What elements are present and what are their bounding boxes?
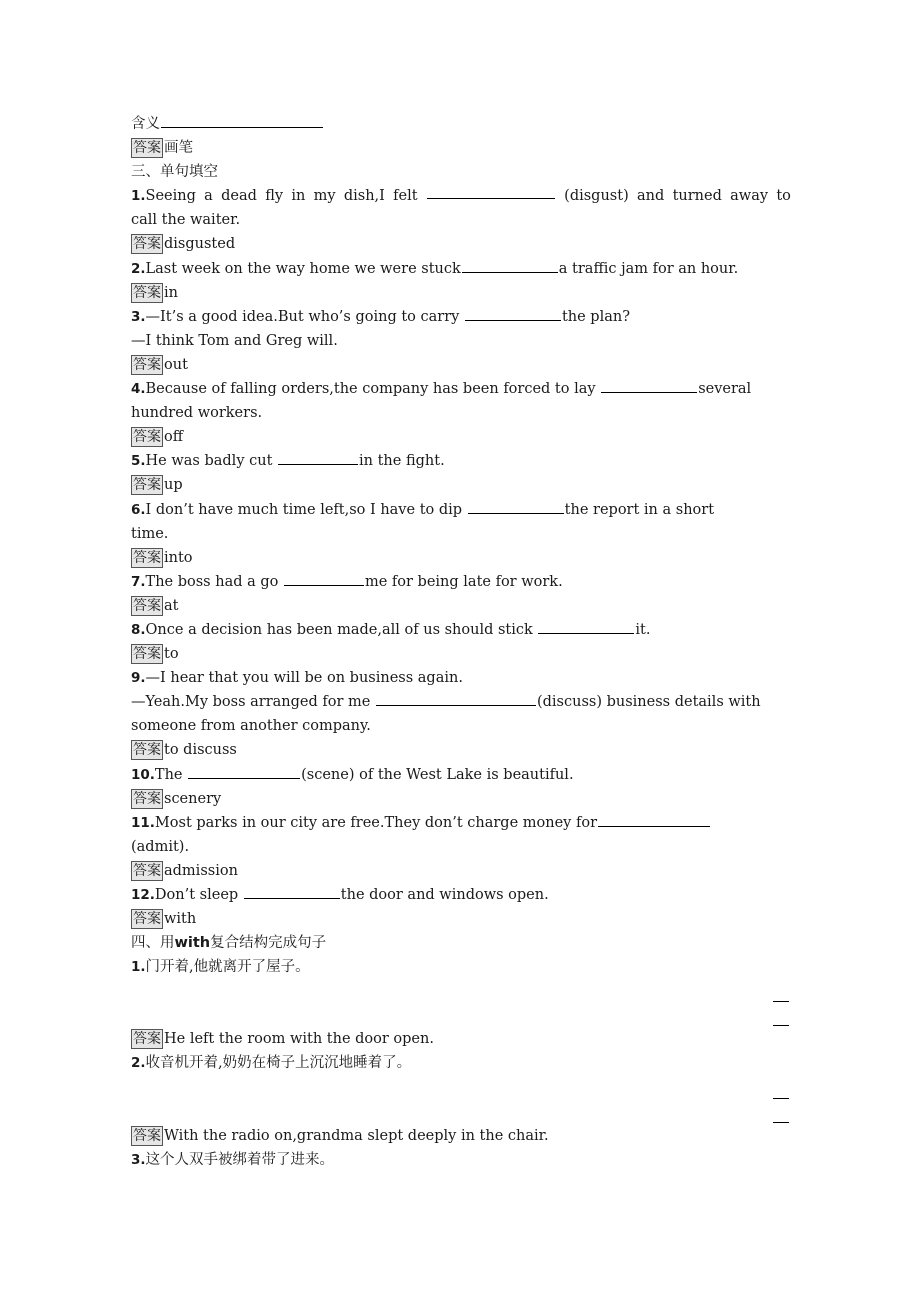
answer-badge: 答案 <box>133 862 161 879</box>
answer-text: with <box>164 911 197 928</box>
meaning-label: 含义 <box>131 116 160 132</box>
answer-line <box>131 136 791 160</box>
answer-badge: 答案 <box>133 429 161 446</box>
meaning-line <box>131 112 791 136</box>
answer-line <box>131 1027 791 1051</box>
question-6-line-2: time. <box>131 525 169 542</box>
answer-line <box>131 232 791 256</box>
blank <box>468 499 564 514</box>
answer-line <box>131 738 791 762</box>
question-5-line: 5.He was badly cut in the fight. <box>131 449 791 473</box>
answer-text: out <box>164 356 188 373</box>
answer-badge: 答案 <box>133 597 161 614</box>
answer-line <box>131 425 791 449</box>
answer-badge: 答案 <box>133 356 161 373</box>
question-4-line: 4.Because of falling orders,the company has been forced to lay several <box>131 377 791 401</box>
answer-line <box>131 353 791 377</box>
question-9-line-3: someone from another company. <box>131 718 371 735</box>
answer-badge: 答案 <box>133 1031 161 1048</box>
answer-space <box>131 1076 791 1124</box>
answer-text: With the radio on,grandma slept deeply in the chair. <box>164 1127 549 1144</box>
answer-badge: 答案 <box>133 477 161 494</box>
question-6-line: 6.I don’t have much time left,so I have to dip the report in a short <box>131 498 791 522</box>
answer-line <box>131 1124 791 1148</box>
question-4-line-2: hundred workers. <box>131 405 263 422</box>
blank <box>278 450 358 465</box>
sentence-1-prompt: 1.门开着,他就离开了屋子。 <box>131 959 310 976</box>
question-11-line-2: (admit). <box>131 838 190 855</box>
answer-text: He left the room with the door open. <box>164 1031 434 1048</box>
blank <box>376 691 536 706</box>
answer-text: admission <box>164 862 238 879</box>
blank <box>284 571 364 586</box>
sentence-3-prompt: 3.这个人双手被绑着带了进来。 <box>131 1151 335 1168</box>
answer-line <box>131 642 791 666</box>
question-7-line: 7.The boss had a go me for being late for work. <box>131 570 791 594</box>
question-1-line: 1.Seeing a dead fly in my dish,I felt (disgust) and turned away to <box>131 184 791 208</box>
question-12-line: 12.Don’t sleep the door and windows open. <box>131 883 791 907</box>
blank <box>465 306 561 321</box>
question-9-line-2: —Yeah.My boss arranged for me (discuss) business details with <box>131 690 791 714</box>
blank-line <box>773 1025 789 1026</box>
section-title: 四、用with复合结构完成句子 <box>131 935 327 952</box>
answer-badge: 答案 <box>133 911 161 928</box>
blank <box>598 812 710 827</box>
answer-text: in <box>164 284 178 301</box>
answer-text: to <box>164 646 179 663</box>
answer-line <box>131 859 791 883</box>
question-number: 1. <box>131 188 146 205</box>
answer-line <box>131 473 791 497</box>
blank <box>188 764 300 779</box>
answer-badge: 答案 <box>133 284 161 301</box>
blank <box>462 258 558 273</box>
sentence-2-prompt: 2.收音机开着,奶奶在椅子上沉沉地睡着了。 <box>131 1055 412 1072</box>
answer-text: scenery <box>164 790 222 807</box>
answer-badge: 答案 <box>133 742 161 759</box>
answer-text: 画笔 <box>164 140 193 157</box>
question-1-line-2: call the waiter. <box>131 212 241 229</box>
blank-line <box>773 1122 789 1123</box>
answer-line <box>131 281 791 305</box>
question-3-line-2: —I think Tom and Greg will. <box>131 332 338 349</box>
answer-badge: 答案 <box>133 790 161 807</box>
answer-text: disgusted <box>164 236 236 253</box>
answer-badge: 答案 <box>133 549 161 566</box>
question-10-line: 10.The (scene) of the West Lake is beautiful. <box>131 763 791 787</box>
answer-badge: 答案 <box>133 140 161 157</box>
answer-text: to discuss <box>164 742 237 759</box>
worksheet-page <box>131 112 791 1172</box>
answer-text: into <box>164 549 193 566</box>
answer-line <box>131 907 791 931</box>
answer-badge: 答案 <box>133 1127 161 1144</box>
blank-line <box>773 1001 789 1002</box>
answer-line <box>131 546 791 570</box>
answer-text: up <box>164 477 183 494</box>
blank <box>427 184 555 199</box>
answer-badge: 答案 <box>133 236 161 253</box>
blank <box>244 884 340 899</box>
blank-line <box>773 1098 789 1099</box>
answer-line <box>131 594 791 618</box>
question-2-line: 2.Last week on the way home we were stuck a traffic jam for an hour. <box>131 257 791 281</box>
answer-line <box>131 787 791 811</box>
blank <box>538 619 634 634</box>
answer-badge: 答案 <box>133 646 161 663</box>
question-9-line: 9.—I hear that you will be on business again. <box>131 670 463 687</box>
answer-space <box>131 979 791 1027</box>
answer-text: at <box>164 597 179 614</box>
answer-text: off <box>164 429 184 446</box>
blank <box>161 113 323 128</box>
question-8-line: 8.Once a decision has been made,all of us should stick it. <box>131 618 791 642</box>
section-title: 三、单句填空 <box>131 164 218 181</box>
question-11-line: 11.Most parks in our city are free.They don’t charge money for <box>131 811 791 835</box>
question-3-line: 3.—It’s a good idea.But who’s going to carry the plan? <box>131 305 791 329</box>
blank <box>601 378 697 393</box>
